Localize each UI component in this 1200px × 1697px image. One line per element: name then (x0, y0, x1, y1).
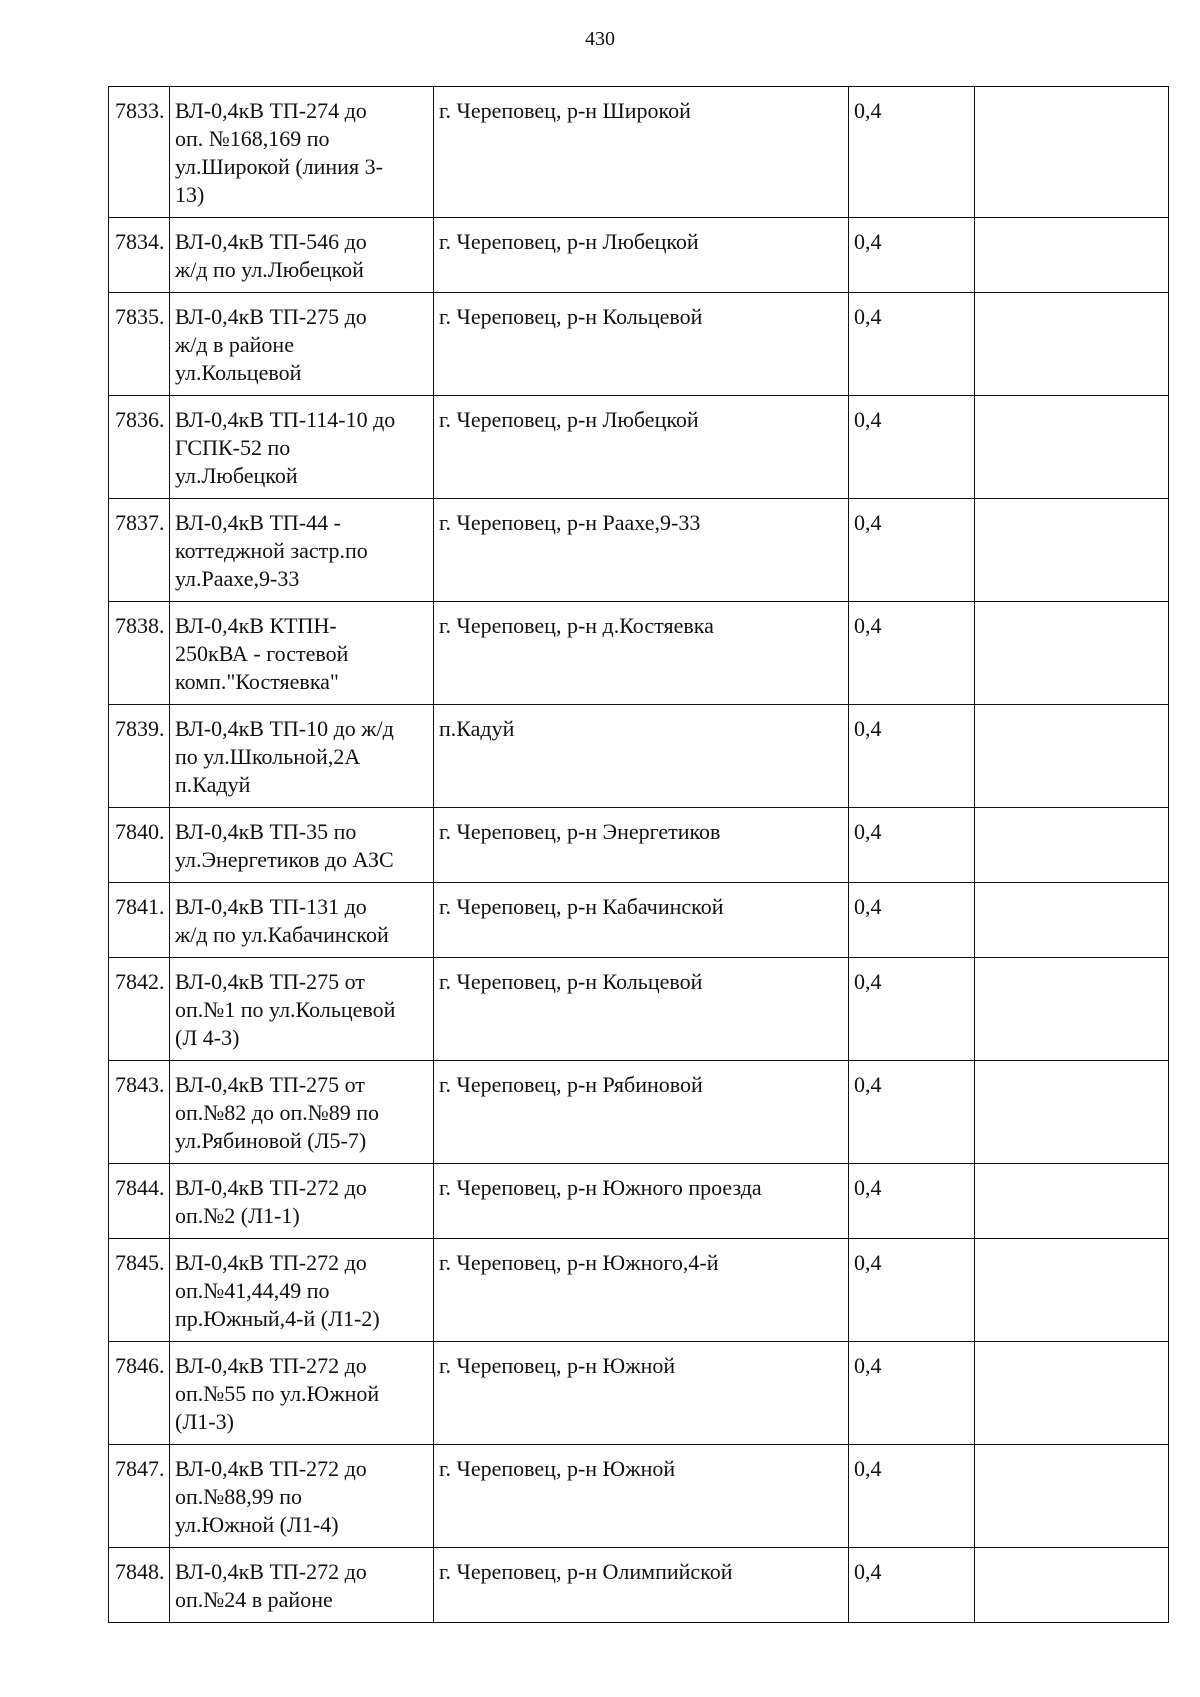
row-number: 7839. (109, 705, 170, 808)
line-name-text: оп.№88,99 по (175, 1484, 303, 1509)
line-name-text: 13) (175, 182, 205, 207)
line-name-text: ВЛ-0,4кВ ТП-35 по (175, 819, 357, 844)
line-name-text: ВЛ-0,4кВ ТП-272 до (175, 1559, 367, 1584)
line-name-text: оп.№24 в районе (175, 1587, 333, 1612)
line-name-text: оп.№55 по ул.Южной (175, 1381, 380, 1406)
address-cell: г. Череповец, р-н Кабачинской (434, 883, 849, 958)
table-row (109, 1445, 1169, 1548)
address-cell: г. Череповец, р-н Южного,4-й (434, 1239, 849, 1342)
address-cell: г. Череповец, р-н Олимпийской (434, 1548, 849, 1623)
line-name-text: оп.№1 по ул.Кольцевой (175, 997, 396, 1022)
row-number: 7840. (109, 808, 170, 883)
line-name-cell (170, 1239, 434, 1342)
table-row (109, 1164, 1169, 1239)
line-name-text: (Л 4-3) (175, 1025, 240, 1050)
line-name-cell (170, 1342, 434, 1445)
empty-cell (975, 1061, 1169, 1164)
voltage-cell: 0,4 (849, 293, 975, 396)
line-name-text: ВЛ-0,4кВ ТП-275 от (175, 1072, 365, 1097)
line-name-cell (170, 499, 434, 602)
line-name-text: ВЛ-0,4кВ ТП-272 до (175, 1175, 367, 1200)
line-name-text: оп.№2 (Л1-1) (175, 1203, 300, 1228)
voltage-cell: 0,4 (849, 1342, 975, 1445)
line-name-cell (170, 1445, 434, 1548)
registry-table (108, 86, 1169, 1623)
voltage-cell: 0,4 (849, 218, 975, 293)
line-name-text: ж/д в районе (175, 332, 294, 357)
line-name-text: оп. №168,169 по (175, 126, 330, 151)
table-row (109, 705, 1169, 808)
address-cell: г. Череповец, р-н Кольцевой (434, 958, 849, 1061)
empty-cell (975, 1342, 1169, 1445)
voltage-cell: 0,4 (849, 1061, 975, 1164)
empty-cell (975, 602, 1169, 705)
line-name-text: ВЛ-0,4кВ ТП-44 - (175, 510, 341, 535)
registry-table-body (109, 87, 1169, 1623)
table-row (109, 1061, 1169, 1164)
line-name-text: пр.Южный,4-й (Л1-2) (175, 1306, 380, 1331)
line-name-text: ВЛ-0,4кВ ТП-272 до (175, 1250, 367, 1275)
empty-cell (975, 958, 1169, 1061)
address-cell: г. Череповец, р-н Энергетиков (434, 808, 849, 883)
voltage-cell: 0,4 (849, 958, 975, 1061)
line-name-text: п.Кадуй (175, 772, 251, 797)
voltage-cell: 0,4 (849, 1239, 975, 1342)
row-number: 7847. (109, 1445, 170, 1548)
line-name-cell (170, 1061, 434, 1164)
line-name-text: ВЛ-0,4кВ ТП-275 до (175, 304, 367, 329)
line-name-text: по ул.Школьной,2А (175, 744, 361, 769)
voltage-cell: 0,4 (849, 602, 975, 705)
address-cell: г. Череповец, р-н Южной (434, 1342, 849, 1445)
address-cell: г. Череповец, р-н Южной (434, 1445, 849, 1548)
row-number: 7842. (109, 958, 170, 1061)
line-name-text: ВЛ-0,4кВ ТП-114-10 до (175, 407, 396, 432)
address-cell: г. Череповец, р-н д.Костяевка (434, 602, 849, 705)
voltage-cell: 0,4 (849, 705, 975, 808)
row-number: 7844. (109, 1164, 170, 1239)
row-number: 7837. (109, 499, 170, 602)
address-cell: г. Череповец, р-н Любецкой (434, 218, 849, 293)
line-name-cell (170, 87, 434, 218)
empty-cell (975, 808, 1169, 883)
row-number: 7833. (109, 87, 170, 218)
line-name-text: оп.№82 до оп.№89 по (175, 1100, 379, 1125)
table-row (109, 293, 1169, 396)
row-number: 7846. (109, 1342, 170, 1445)
address-cell: п.Кадуй (434, 705, 849, 808)
address-cell: г. Череповец, р-н Широкой (434, 87, 849, 218)
line-name-text: ВЛ-0,4кВ ТП-10 до ж/д (175, 716, 394, 741)
line-name-cell (170, 808, 434, 883)
empty-cell (975, 1164, 1169, 1239)
empty-cell (975, 883, 1169, 958)
line-name-text: ВЛ-0,4кВ КТПН- (175, 613, 337, 638)
voltage-cell: 0,4 (849, 808, 975, 883)
voltage-cell: 0,4 (849, 1445, 975, 1548)
row-number: 7845. (109, 1239, 170, 1342)
address-cell: г. Череповец, р-н Раахе,9-33 (434, 499, 849, 602)
line-name-text: ВЛ-0,4кВ ТП-275 от (175, 969, 365, 994)
table-row (109, 883, 1169, 958)
table-row (109, 808, 1169, 883)
line-name-text: ж/д по ул.Кабачинской (175, 922, 389, 947)
row-number: 7843. (109, 1061, 170, 1164)
table-row (109, 499, 1169, 602)
address-cell: г. Череповец, р-н Любецкой (434, 396, 849, 499)
empty-cell (975, 293, 1169, 396)
row-number: 7848. (109, 1548, 170, 1623)
line-name-cell (170, 218, 434, 293)
table-row (109, 958, 1169, 1061)
voltage-cell: 0,4 (849, 883, 975, 958)
voltage-cell: 0,4 (849, 87, 975, 218)
line-name-text: (Л1-3) (175, 1409, 234, 1434)
table-row (109, 602, 1169, 705)
line-name-cell (170, 705, 434, 808)
line-name-text: коттеджной застр.по (175, 538, 368, 563)
line-name-text: ул.Энергетиков до АЗС (175, 847, 394, 872)
empty-cell (975, 1445, 1169, 1548)
empty-cell (975, 1239, 1169, 1342)
table-row (109, 1342, 1169, 1445)
line-name-text: ул.Широкой (линия 3- (175, 154, 383, 179)
line-name-text: ВЛ-0,4кВ ТП-272 до (175, 1353, 367, 1378)
line-name-text: ул.Южной (Л1-4) (175, 1512, 339, 1537)
table-row (109, 1239, 1169, 1342)
voltage-cell: 0,4 (849, 1548, 975, 1623)
empty-cell (975, 499, 1169, 602)
address-cell: г. Череповец, р-н Кольцевой (434, 293, 849, 396)
empty-cell (975, 1548, 1169, 1623)
line-name-text: ВЛ-0,4кВ ТП-546 до (175, 229, 367, 254)
line-name-cell (170, 1548, 434, 1623)
table-row (109, 87, 1169, 218)
row-number: 7835. (109, 293, 170, 396)
row-number: 7836. (109, 396, 170, 499)
line-name-text: оп.№41,44,49 по (175, 1278, 330, 1303)
line-name-cell (170, 293, 434, 396)
line-name-cell (170, 958, 434, 1061)
line-name-text: ул.Рябиновой (Л5-7) (175, 1128, 367, 1153)
page-number: 430 (585, 28, 615, 50)
empty-cell (975, 396, 1169, 499)
voltage-cell: 0,4 (849, 499, 975, 602)
line-name-text: ВЛ-0,4кВ ТП-272 до (175, 1456, 367, 1481)
line-name-cell (170, 602, 434, 705)
line-name-text: ул.Раахе,9-33 (175, 566, 300, 591)
line-name-cell (170, 883, 434, 958)
voltage-cell: 0,4 (849, 396, 975, 499)
row-number: 7838. (109, 602, 170, 705)
voltage-cell: 0,4 (849, 1164, 975, 1239)
row-number: 7841. (109, 883, 170, 958)
line-name-text: ВЛ-0,4кВ ТП-274 до (175, 98, 367, 123)
empty-cell (975, 705, 1169, 808)
line-name-cell (170, 1164, 434, 1239)
line-name-text: ул.Любецкой (175, 463, 298, 488)
line-name-text: ул.Кольцевой (175, 360, 302, 385)
row-number: 7834. (109, 218, 170, 293)
address-cell: г. Череповец, р-н Южного проезда (434, 1164, 849, 1239)
line-name-cell (170, 396, 434, 499)
empty-cell (975, 87, 1169, 218)
line-name-text: ж/д по ул.Любецкой (175, 257, 364, 282)
line-name-text: ГСПК-52 по (175, 435, 291, 460)
line-name-text: 250кВА - гостевой (175, 641, 349, 666)
empty-cell (975, 218, 1169, 293)
address-cell: г. Череповец, р-н Рябиновой (434, 1061, 849, 1164)
line-name-text: ВЛ-0,4кВ ТП-131 до (175, 894, 367, 919)
table-row (109, 218, 1169, 293)
line-name-text: комп."Костяевка" (175, 669, 339, 694)
table-row (109, 1548, 1169, 1623)
table-row (109, 396, 1169, 499)
